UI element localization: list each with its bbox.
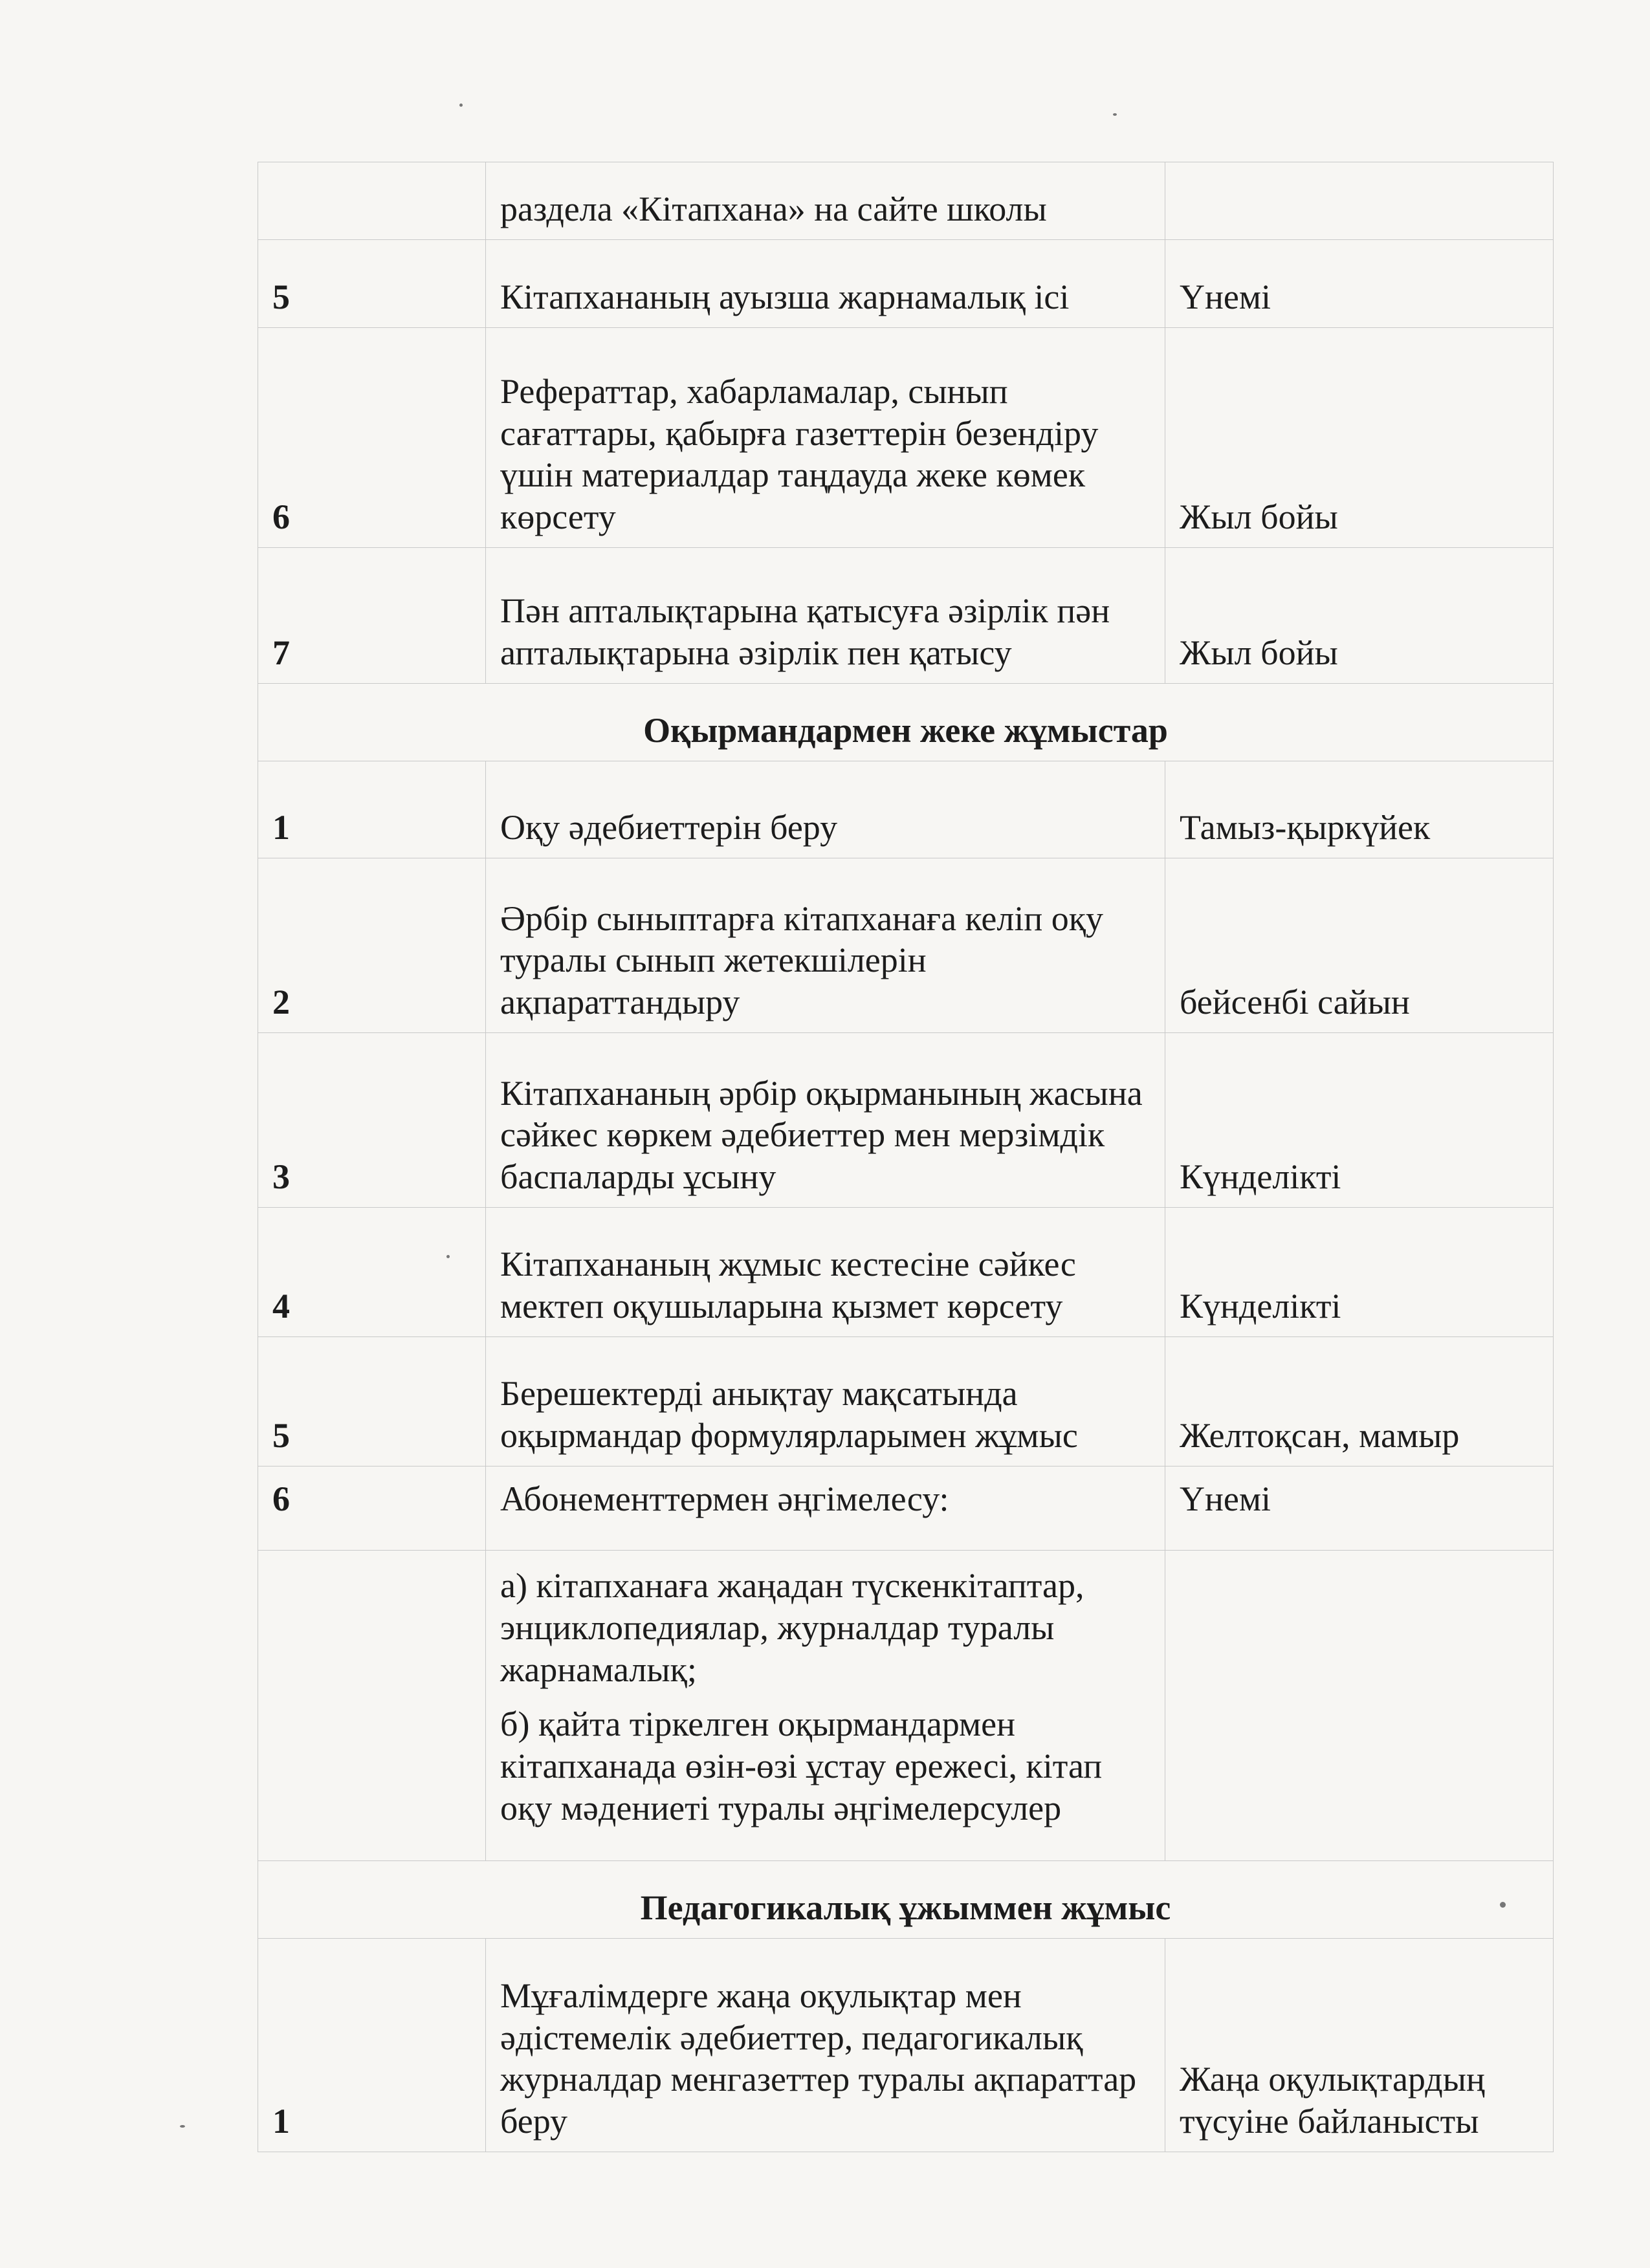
term-empty bbox=[1165, 1551, 1554, 1861]
row-number: 2 bbox=[258, 858, 486, 1033]
library-plan-table bbox=[258, 162, 1554, 2152]
term-text: Тамыз-қыркүйек bbox=[1165, 761, 1554, 858]
term-text: Күнделікті bbox=[1165, 1033, 1554, 1208]
table-row bbox=[258, 328, 1554, 548]
task-text: Абонементтермен әңгімелесу: bbox=[486, 1467, 1165, 1551]
row-number: 3 bbox=[258, 1033, 486, 1208]
row-number-empty bbox=[258, 1551, 486, 1861]
scan-speck bbox=[459, 104, 463, 107]
table-row bbox=[258, 1337, 1554, 1467]
term-text: Жыл бойы bbox=[1165, 328, 1554, 548]
task-text: Әрбір сыныптарға кітапханаға келіп оқу туралы сынып жетекшілерін ақпараттандыру bbox=[486, 858, 1165, 1033]
row-number bbox=[258, 162, 486, 240]
table-row bbox=[258, 858, 1554, 1033]
term-text: Жаңа оқулықтардың түсуіне байланысты bbox=[1165, 1939, 1554, 2152]
row-number: 4 bbox=[258, 1208, 486, 1337]
task-text: Кітапхананың әрбір оқырманының жасына сәйкес көркем әдебиеттер мен мерзімдік баспаларды ұсыну bbox=[486, 1033, 1165, 1208]
table-row bbox=[258, 1551, 1554, 1861]
term-text: бейсенбі сайын bbox=[1165, 858, 1554, 1033]
table-row bbox=[258, 548, 1554, 684]
row-number: 1 bbox=[258, 1939, 486, 2152]
row-number: 5 bbox=[258, 240, 486, 328]
row-number: 6 bbox=[258, 1467, 486, 1551]
table-row bbox=[258, 1033, 1554, 1208]
scan-speck bbox=[1113, 113, 1117, 116]
sub-item-a: а) кітапханаға жаңадан түскенкітаптар, энциклопедиялар, журналдар туралы жарнамалық; bbox=[500, 1566, 1084, 1689]
table-row bbox=[258, 1939, 1554, 2152]
task-text: Мұғалімдерге жаңа оқулықтар мен әдістемелік әдебиеттер, педагогикалық журналдар менгазеттер туралы ақпараттар беру bbox=[486, 1939, 1165, 2152]
task-text: Кітапхананың жұмыс кестесіне сәйкес мектеп оқушыларына қызмет көрсету bbox=[486, 1208, 1165, 1337]
task-text: Берешектерді анықтау мақсатында оқырмандар формулярларымен жұмыс bbox=[486, 1337, 1165, 1467]
table-row bbox=[258, 761, 1554, 858]
task-text: Оқу әдебиеттерін беру bbox=[486, 761, 1165, 858]
section-row bbox=[258, 1861, 1554, 1939]
task-text: Кітапхананың ауызша жарнамалық ісі bbox=[486, 240, 1165, 328]
task-text: раздела «Кітапхана» на сайте школы bbox=[486, 162, 1165, 240]
term-text: Үнемі bbox=[1165, 1467, 1554, 1551]
term-text: Күнделікті bbox=[1165, 1208, 1554, 1337]
table-row bbox=[258, 240, 1554, 328]
term-text: Желтоқсан, мамыр bbox=[1165, 1337, 1554, 1467]
section-title-readers: Оқырмандармен жеке жұмыстар bbox=[258, 684, 1554, 761]
scan-speck bbox=[180, 2125, 185, 2128]
table-row bbox=[258, 1208, 1554, 1337]
table-row bbox=[258, 1467, 1554, 1551]
term-text: Үнемі bbox=[1165, 240, 1554, 328]
term-text bbox=[1165, 162, 1554, 240]
task-text: Пән апталықтарына қатысуға әзірлік пән апталықтарына әзірлік пен қатысу bbox=[486, 548, 1165, 684]
row-number: 5 bbox=[258, 1337, 486, 1467]
task-text: Рефераттар, хабарламалар, сынып сағаттары, қабырға газеттерін безендіру үшін материалдар таңдауда жеке көмек көрсету bbox=[486, 328, 1165, 548]
term-text: Жыл бойы bbox=[1165, 548, 1554, 684]
row-number: 7 bbox=[258, 548, 486, 684]
sub-item-b: б) қайта тіркелген оқырмандармен кітапханада өзін-өзі ұстау ережесі, кітап оқу мәдениеті туралы әңгімелерсулер bbox=[500, 1705, 1103, 1827]
row-number: 1 bbox=[258, 761, 486, 858]
section-row bbox=[258, 684, 1554, 761]
section-title-teachers: Педагогикалық ұжыммен жұмыс bbox=[258, 1861, 1554, 1939]
table-row bbox=[258, 162, 1554, 240]
sub-items-cell bbox=[486, 1551, 1165, 1861]
row-number: 6 bbox=[258, 328, 486, 548]
